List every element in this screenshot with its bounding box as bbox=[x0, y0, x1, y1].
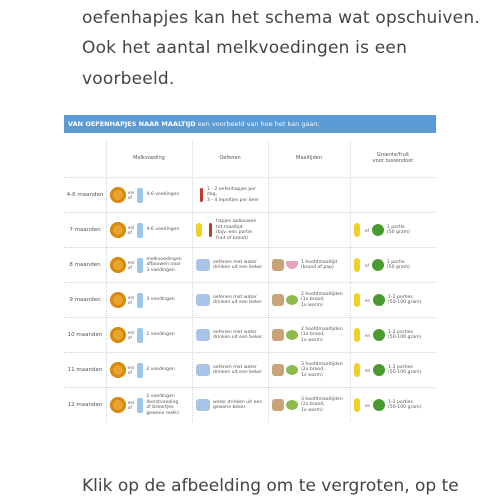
maaltijden-text: 1 hoofdmaaltijd (brood of pap) bbox=[301, 259, 338, 270]
table-row bbox=[64, 352, 436, 387]
en-of-label: en/ of bbox=[128, 225, 135, 235]
bottle-icon bbox=[137, 188, 143, 203]
bread-icon bbox=[272, 294, 284, 306]
breast-icon bbox=[110, 362, 126, 378]
bread-icon bbox=[272, 399, 284, 411]
column-header: Maaltijden bbox=[296, 155, 322, 161]
schema-table bbox=[64, 115, 436, 433]
breast-icon bbox=[110, 187, 126, 203]
oefenen-text: oefenen met water drinken uit een beker bbox=[213, 364, 263, 375]
oefenen-cell bbox=[196, 213, 266, 247]
oefenen-cell bbox=[196, 388, 266, 422]
banana-icon bbox=[354, 328, 360, 342]
column-header: Oefenen bbox=[219, 155, 241, 161]
cup-icon bbox=[196, 259, 210, 271]
maaltijden-cell bbox=[272, 178, 348, 212]
groente-cell bbox=[354, 318, 434, 352]
groente-cell bbox=[354, 178, 434, 212]
maaltijden-cell bbox=[272, 213, 348, 247]
milk-cell bbox=[110, 178, 190, 212]
plate-icon bbox=[286, 295, 298, 305]
cup-icon bbox=[196, 364, 210, 376]
milk-text: 2 voedingen bbox=[146, 367, 175, 373]
row-age-label: 12 maanden bbox=[67, 402, 103, 408]
bread-icon bbox=[272, 364, 284, 376]
milk-cell bbox=[110, 388, 190, 422]
milk-text: 4-6 voedingen bbox=[146, 192, 180, 198]
schema-image[interactable] bbox=[64, 115, 436, 433]
banana-icon bbox=[354, 363, 360, 377]
row-age-label: 9 maanden bbox=[69, 297, 101, 303]
milk-cell bbox=[110, 283, 190, 317]
maaltijden-text: 2 hoofdmaaltijden (1x brood, 1x warm) bbox=[301, 291, 343, 308]
en-of-label: en/ of bbox=[128, 365, 135, 375]
banana-icon bbox=[354, 293, 360, 307]
connector-label: of bbox=[365, 227, 369, 233]
broccoli-icon bbox=[372, 259, 384, 271]
broccoli-icon bbox=[373, 364, 385, 376]
row-age-label: 4-6 maanden bbox=[66, 192, 104, 198]
milk-text: 2 voedingen bbox=[146, 332, 175, 338]
maaltijden-text: 2 hoofdmaaltijden (1x brood, 1x warm) bbox=[301, 326, 343, 343]
groente-text: 1-2 porties (50-100 gram) bbox=[388, 294, 422, 305]
bottle-icon bbox=[137, 223, 143, 238]
broccoli-icon bbox=[373, 294, 385, 306]
connector-label: en bbox=[365, 332, 370, 338]
broccoli-icon bbox=[373, 329, 385, 341]
oefenen-text: 1 - 2 oefenhapjes per dag, 3 - 4 lepeltjes per keer bbox=[206, 186, 259, 203]
oefenen-text: oefenen met water drinken uit een beker bbox=[213, 329, 263, 340]
groente-text: 1 portie (50 gram) bbox=[386, 259, 410, 270]
en-of-label: en/ of bbox=[128, 295, 135, 305]
maaltijden-cell bbox=[272, 318, 348, 352]
bowl-icon bbox=[286, 261, 298, 269]
groente-text: 1 portie (50 gram) bbox=[386, 224, 410, 235]
broccoli-icon bbox=[372, 224, 384, 236]
oefenen-text: water drinken uit een gewone beker bbox=[213, 399, 263, 410]
banana-icon bbox=[354, 398, 360, 412]
spoon-icon bbox=[200, 188, 203, 202]
table-row bbox=[64, 317, 436, 352]
milk-text: 4-6 voedingen bbox=[146, 227, 180, 233]
groente-cell bbox=[354, 248, 434, 282]
maaltijden-text: 3 hoofdmaaltijden (2x brood, 1x warm) bbox=[301, 396, 343, 413]
oefenen-text: hapjes opbouwen tot maaltijd (bijv. een portie fruit of brood) bbox=[216, 219, 257, 241]
connector-label: of bbox=[365, 262, 369, 268]
breast-icon bbox=[110, 292, 126, 308]
bottle-icon bbox=[137, 328, 143, 343]
table-row bbox=[64, 282, 436, 317]
oefenen-text: oefenen met water drinken uit een beker bbox=[213, 259, 263, 270]
connector-label: en bbox=[365, 367, 370, 373]
en-of-label: en/ of bbox=[128, 190, 135, 200]
broccoli-icon bbox=[373, 399, 385, 411]
cup-icon bbox=[196, 399, 210, 411]
maaltijden-cell bbox=[272, 248, 348, 282]
oefenen-cell bbox=[196, 318, 266, 352]
milk-text: 3 voedingen bbox=[146, 297, 175, 303]
groente-text: 1-2 porties (50-100 gram) bbox=[388, 329, 422, 340]
table-row bbox=[64, 177, 436, 212]
groente-cell bbox=[354, 388, 434, 422]
column-header: Groente/fruit voor tussendoor bbox=[372, 152, 414, 164]
spoon-icon bbox=[209, 223, 212, 237]
oefenen-cell bbox=[196, 178, 266, 212]
plate-icon bbox=[286, 365, 298, 375]
groente-text: 1-2 porties (50-100 gram) bbox=[388, 399, 422, 410]
milk-cell bbox=[110, 213, 190, 247]
connector-label: en bbox=[365, 297, 370, 303]
bread-icon bbox=[272, 329, 284, 341]
groente-text: 1-2 porties (50-100 gram) bbox=[388, 364, 422, 375]
plate-icon bbox=[286, 400, 298, 410]
maaltijden-cell bbox=[272, 353, 348, 387]
table-row bbox=[64, 387, 436, 422]
article-text-line-3: voorbeeld. bbox=[82, 69, 175, 89]
groente-cell bbox=[354, 353, 434, 387]
en-of-label: en/ of bbox=[128, 330, 135, 340]
cup-icon bbox=[196, 294, 210, 306]
maaltijden-text: 3 hoofdmaaltijden (2x brood, 1x warm) bbox=[301, 361, 343, 378]
breast-icon bbox=[110, 397, 126, 413]
milk-cell bbox=[110, 353, 190, 387]
bottle-icon bbox=[137, 363, 143, 378]
oefenen-cell bbox=[196, 248, 266, 282]
bottle-icon bbox=[137, 293, 143, 308]
maaltijden-cell bbox=[272, 388, 348, 422]
schema-title-rest: een voorbeeld van hoe het kan gaan: bbox=[195, 120, 320, 128]
bread-icon bbox=[272, 259, 284, 271]
groente-cell bbox=[354, 283, 434, 317]
click-instruction-text: Klik op de afbeelding om te vergroten, op te bbox=[82, 476, 459, 496]
connector-label: en bbox=[365, 402, 370, 408]
article-text-line-1: oefenhapjes kan het schema wat opschuiven. bbox=[82, 8, 480, 28]
oefenen-cell bbox=[196, 353, 266, 387]
banana-icon bbox=[196, 223, 202, 237]
row-age-label: 10 maanden bbox=[67, 332, 103, 338]
oefenen-text: oefenen met water drinken uit een beker bbox=[213, 294, 263, 305]
breast-icon bbox=[110, 257, 126, 273]
groente-cell bbox=[354, 213, 434, 247]
banana-icon bbox=[354, 223, 360, 237]
row-age-label: 8 maanden bbox=[69, 262, 101, 268]
table-row bbox=[64, 247, 436, 282]
article-text-line-2: Ook het aantal melkvoedingen is een bbox=[82, 38, 408, 58]
en-of-label: en/ of bbox=[128, 400, 135, 410]
milk-cell bbox=[110, 248, 190, 282]
table-row bbox=[64, 212, 436, 247]
en-of-label: en/ of bbox=[128, 260, 135, 270]
milk-cell bbox=[110, 318, 190, 352]
plate-icon bbox=[286, 330, 298, 340]
breast-icon bbox=[110, 222, 126, 238]
row-age-label: 11 maanden bbox=[67, 367, 103, 373]
oefenen-cell bbox=[196, 283, 266, 317]
cup-icon bbox=[196, 329, 210, 341]
milk-text: melkvoedingen afbouwen naar 3 voedingen bbox=[146, 256, 182, 273]
schema-title-bold: VAN OEFENHAPJES NAAR MAALTIJD bbox=[68, 120, 196, 128]
milk-text: 2 voedingen (borstvoeding of bekertjes gewone melk) bbox=[146, 394, 179, 416]
maaltijden-cell bbox=[272, 283, 348, 317]
bottle-icon bbox=[137, 398, 143, 413]
bottle-icon bbox=[137, 258, 143, 273]
breast-icon bbox=[110, 327, 126, 343]
row-age-label: 7 maanden bbox=[69, 227, 101, 233]
banana-icon bbox=[354, 258, 360, 272]
column-header: Melkvoeding bbox=[133, 155, 165, 161]
